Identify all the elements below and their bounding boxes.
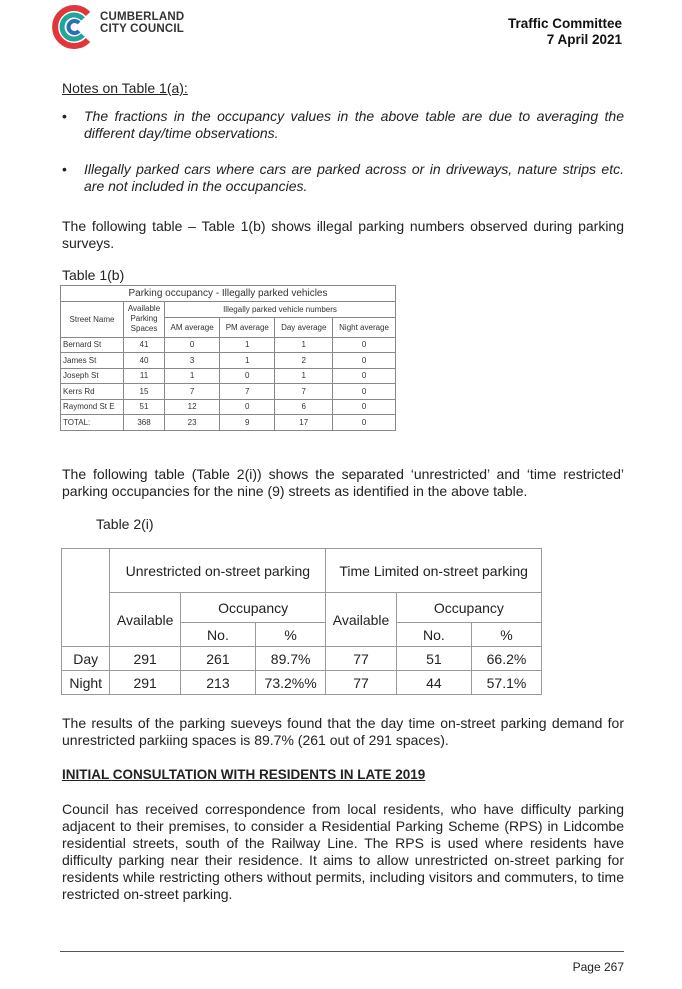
list-item bbox=[62, 161, 624, 195]
night-cell: 0 bbox=[333, 384, 396, 400]
am-cell: 12 bbox=[165, 399, 220, 415]
day-cell: 6 bbox=[275, 399, 333, 415]
available-cell: 41 bbox=[124, 337, 165, 353]
intro-paragraph-table1b: The following table – Table 1(b) shows illegal parking numbers observed during parking surveys. bbox=[62, 218, 624, 251]
am-cell: 7 bbox=[165, 384, 220, 400]
meeting-date: 7 April 2021 bbox=[546, 32, 622, 47]
unrestricted-header: Unrestricted on-street parking bbox=[110, 549, 326, 593]
day-cell: 7 bbox=[275, 384, 333, 400]
pm-cell: 7 bbox=[220, 384, 275, 400]
section-heading: INITIAL CONSULTATION WITH RESIDENTS IN LATE 2019 bbox=[62, 767, 426, 782]
unrestricted-no-cell: 213 bbox=[180, 671, 255, 695]
time-limited-no-cell: 51 bbox=[396, 647, 471, 671]
day-average-header: Day average bbox=[275, 317, 333, 337]
table-row bbox=[61, 353, 396, 369]
time-limited-pct-header: % bbox=[471, 623, 541, 647]
available-cell: 40 bbox=[124, 353, 165, 369]
note-text: The fractions in the occupancy values in the above table are due to averaging the different day/time observations. bbox=[84, 108, 624, 141]
blank-corner-cell bbox=[62, 549, 110, 647]
time-limited-available-cell: 77 bbox=[326, 647, 397, 671]
table-row bbox=[61, 368, 396, 384]
table-row bbox=[62, 647, 542, 671]
time-limited-header: Time Limited on-street parking bbox=[326, 549, 542, 593]
consultation-paragraph: Council has received correspondence from local residents, who have difficulty parking adjacent to their premises, to consider a Residential Parking Scheme (RPS) in Lidcombe residential streets, south of the Railway Line. The RPS is used where residents have difficulty parking near their residence. It aims to allow unrestricted on-street parking for residents while restricting others without permits, including visitors and commuters, to time restricted on-street parking. bbox=[62, 801, 624, 902]
logo-line2: CITY COUNCIL bbox=[100, 23, 184, 35]
period-label: Night bbox=[62, 671, 110, 695]
street-cell: Joseph St bbox=[61, 368, 124, 384]
notes-list bbox=[62, 108, 624, 214]
street-cell: Raymond St E bbox=[61, 399, 124, 415]
illegal-numbers-header: Illegally parked vehicle numbers bbox=[165, 302, 396, 318]
logo-line1: CUMBERLAND bbox=[100, 11, 185, 23]
time-limited-no-cell: 44 bbox=[396, 671, 471, 695]
available-cell: 51 bbox=[124, 399, 165, 415]
table-row-total bbox=[61, 415, 396, 431]
period-label: Day bbox=[62, 647, 110, 671]
bullet-icon: • bbox=[62, 108, 67, 124]
occupancy-table bbox=[61, 548, 542, 695]
available-cell: 15 bbox=[124, 384, 165, 400]
night-cell: 0 bbox=[333, 368, 396, 384]
street-cell: James St bbox=[61, 353, 124, 369]
street-cell: TOTAL: bbox=[61, 415, 124, 431]
unrestricted-pct-header: % bbox=[255, 623, 325, 647]
am-cell: 0 bbox=[165, 337, 220, 353]
unrestricted-available-cell: 291 bbox=[110, 647, 181, 671]
list-item bbox=[62, 108, 624, 142]
available-cell: 368 bbox=[124, 415, 165, 431]
time-limited-occupancy-header: Occupancy bbox=[396, 593, 541, 623]
table-row bbox=[61, 337, 396, 353]
council-logo-icon bbox=[50, 4, 96, 50]
night-cell: 0 bbox=[333, 337, 396, 353]
am-cell: 23 bbox=[165, 415, 220, 431]
pm-average-header: PM average bbox=[220, 317, 275, 337]
night-cell: 0 bbox=[333, 399, 396, 415]
page-header bbox=[508, 16, 622, 48]
day-cell: 2 bbox=[275, 353, 333, 369]
intro-paragraph-table2: The following table (Table 2(i)) shows the separated ‘unrestricted’ and ‘time restricted’ parking occupancies for the nine (9) streets as identified in the above table. bbox=[62, 466, 624, 499]
unrestricted-pct-cell: 89.7% bbox=[255, 647, 325, 671]
pm-cell: 0 bbox=[220, 399, 275, 415]
logo-wordmark bbox=[100, 11, 184, 35]
table1b-caption: Table 1(b) bbox=[62, 267, 125, 283]
unrestricted-pct-cell: 73.2%% bbox=[255, 671, 325, 695]
street-cell: Bernard St bbox=[61, 337, 124, 353]
am-average-header: AM average bbox=[165, 317, 220, 337]
pm-cell: 1 bbox=[220, 353, 275, 369]
unrestricted-available-cell: 291 bbox=[110, 671, 181, 695]
bullet-icon: • bbox=[62, 161, 67, 177]
table-row bbox=[61, 384, 396, 400]
available-cell: 11 bbox=[124, 368, 165, 384]
street-name-header: Street Name bbox=[61, 302, 124, 338]
pm-cell: 9 bbox=[220, 415, 275, 431]
time-limited-available-header: Available bbox=[326, 593, 397, 647]
time-limited-no-header: No. bbox=[396, 623, 471, 647]
results-paragraph: The results of the parking sueveys found that the day time on-street parking demand for unrestricted parkiing spaces is 89.7% (261 out of 291 spaces). bbox=[62, 715, 624, 748]
time-limited-pct-cell: 57.1% bbox=[471, 671, 541, 695]
time-limited-pct-cell: 66.2% bbox=[471, 647, 541, 671]
table2-caption: Table 2(i) bbox=[96, 516, 154, 532]
council-logo bbox=[50, 4, 210, 50]
day-cell: 1 bbox=[275, 337, 333, 353]
night-average-header: Night average bbox=[333, 317, 396, 337]
day-cell: 17 bbox=[275, 415, 333, 431]
am-cell: 3 bbox=[165, 353, 220, 369]
time-limited-available-cell: 77 bbox=[326, 671, 397, 695]
pm-cell: 1 bbox=[220, 337, 275, 353]
notes-heading: Notes on Table 1(a): bbox=[62, 80, 188, 96]
street-cell: Kerrs Rd bbox=[61, 384, 124, 400]
day-cell: 1 bbox=[275, 368, 333, 384]
available-spaces-header: Available Parking Spaces bbox=[124, 302, 165, 338]
unrestricted-available-header: Available bbox=[110, 593, 181, 647]
table-row bbox=[62, 671, 542, 695]
committee-name: Traffic Committee bbox=[507, 16, 622, 31]
illegal-parking-table bbox=[60, 285, 396, 431]
pm-cell: 0 bbox=[220, 368, 275, 384]
page-number: Page 267 bbox=[572, 960, 624, 974]
unrestricted-no-cell: 261 bbox=[180, 647, 255, 671]
note-text: Illegally parked cars where cars are parked across or in driveways, nature strips etc. are not included in the occupancies. bbox=[84, 161, 624, 194]
night-cell: 0 bbox=[333, 415, 396, 431]
unrestricted-no-header: No. bbox=[180, 623, 255, 647]
table-row bbox=[61, 399, 396, 415]
night-cell: 0 bbox=[333, 353, 396, 369]
table1b-title: Parking occupancy - Illegally parked vehicles bbox=[61, 286, 396, 302]
am-cell: 1 bbox=[165, 368, 220, 384]
unrestricted-occupancy-header: Occupancy bbox=[180, 593, 325, 623]
footer-rule bbox=[60, 951, 624, 952]
